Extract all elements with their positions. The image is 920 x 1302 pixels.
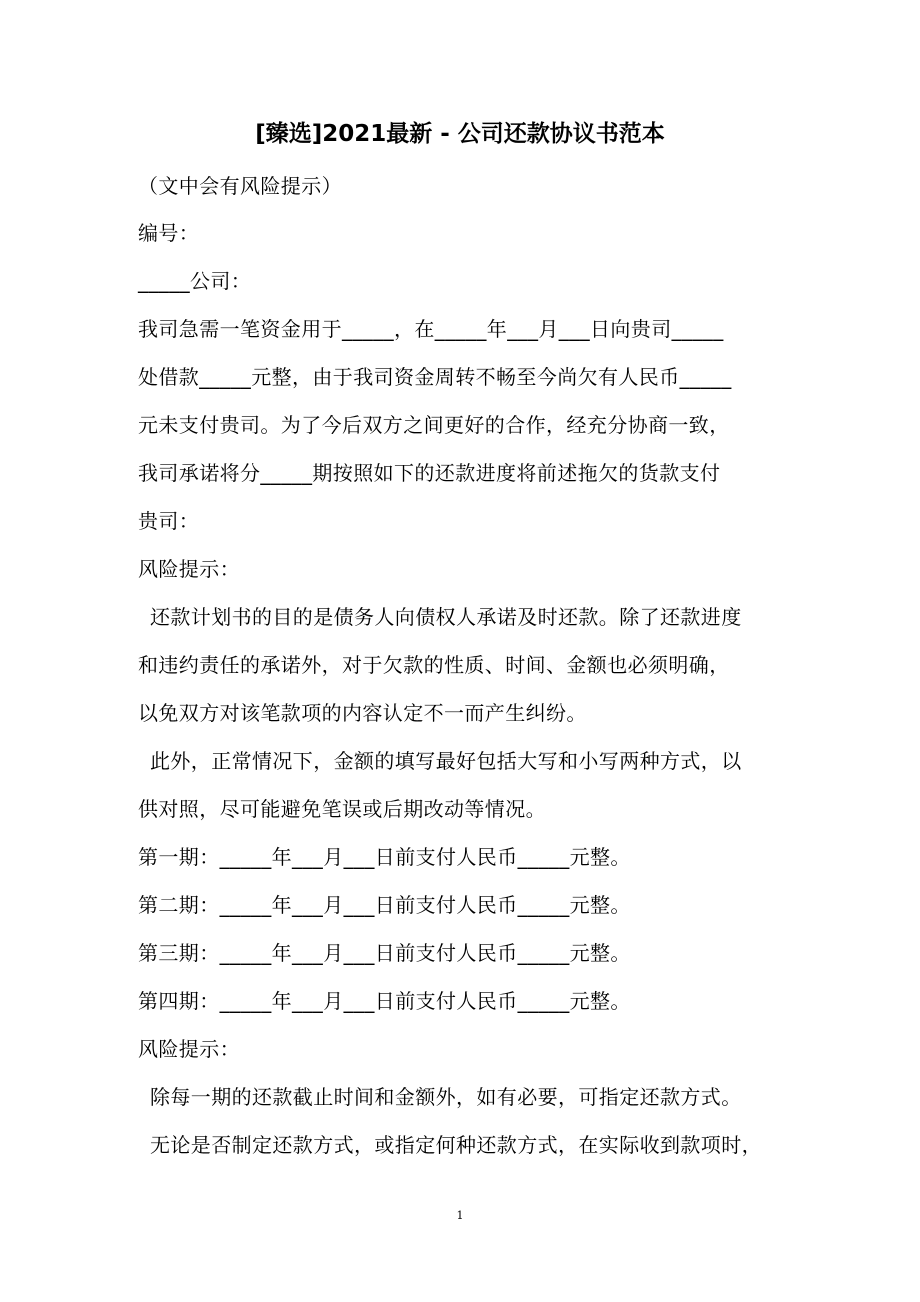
installment-line: 第二期：_____年___月___日前支付人民币_____元整。 — [138, 893, 631, 917]
risk-paragraph-line: 以免双方对该笔款项的内容认定不一而产生纠纷。 — [138, 701, 587, 725]
body-paragraph-line: 我司急需一笔资金用于_____，在_____年___月___日向贵司_____ — [138, 317, 724, 341]
page-number: 1 — [456, 1209, 464, 1222]
body-paragraph-line: 我司承诺将分_____期按照如下的还款进度将前述拖欠的货款支付 — [138, 461, 721, 485]
risk-heading: 风险提示： — [138, 557, 240, 581]
installment-line: 第一期：_____年___月___日前支付人民币_____元整。 — [138, 845, 631, 869]
risk-paragraph-line: 供对照，尽可能避免笔误或后期改动等情况。 — [138, 797, 546, 821]
risk-heading: 风险提示： — [138, 1037, 240, 1061]
risk-paragraph-line: 还款计划书的目的是债务人向债权人承诺及时还款。除了还款进度 — [150, 605, 742, 629]
risk-paragraph-line: 此外，正常情况下，金额的填写最好包括大写和小写两种方式，以 — [150, 749, 742, 773]
body-paragraph-line: 处借款_____元整，由于我司资金周转不畅至今尚欠有人民币_____ — [138, 365, 732, 389]
risk-paragraph-line: 和违约责任的承诺外，对于欠款的性质、时间、金额也必须明确， — [138, 653, 730, 677]
body-paragraph-line: 元未支付贵司。为了今后双方之间更好的合作，经充分协商一致， — [138, 413, 730, 437]
document-title: [臻选]2021最新 - 公司还款协议书范本 — [255, 121, 665, 147]
risk-note-subtitle: （文中会有风险提示） — [138, 174, 342, 198]
risk-paragraph-line: 无论是否制定还款方式，或指定何种还款方式，在实际收到款项时， — [150, 1133, 762, 1157]
body-paragraph-line: 贵司： — [138, 509, 200, 533]
installment-line: 第三期：_____年___月___日前支付人民币_____元整。 — [138, 941, 631, 965]
addressee-line: _____公司： — [138, 269, 252, 293]
serial-number-label: 编号： — [138, 221, 200, 245]
risk-paragraph-line: 除每一期的还款截止时间和金额外，如有必要，可指定还款方式。 — [150, 1085, 742, 1109]
installment-line: 第四期：_____年___月___日前支付人民币_____元整。 — [138, 989, 631, 1013]
